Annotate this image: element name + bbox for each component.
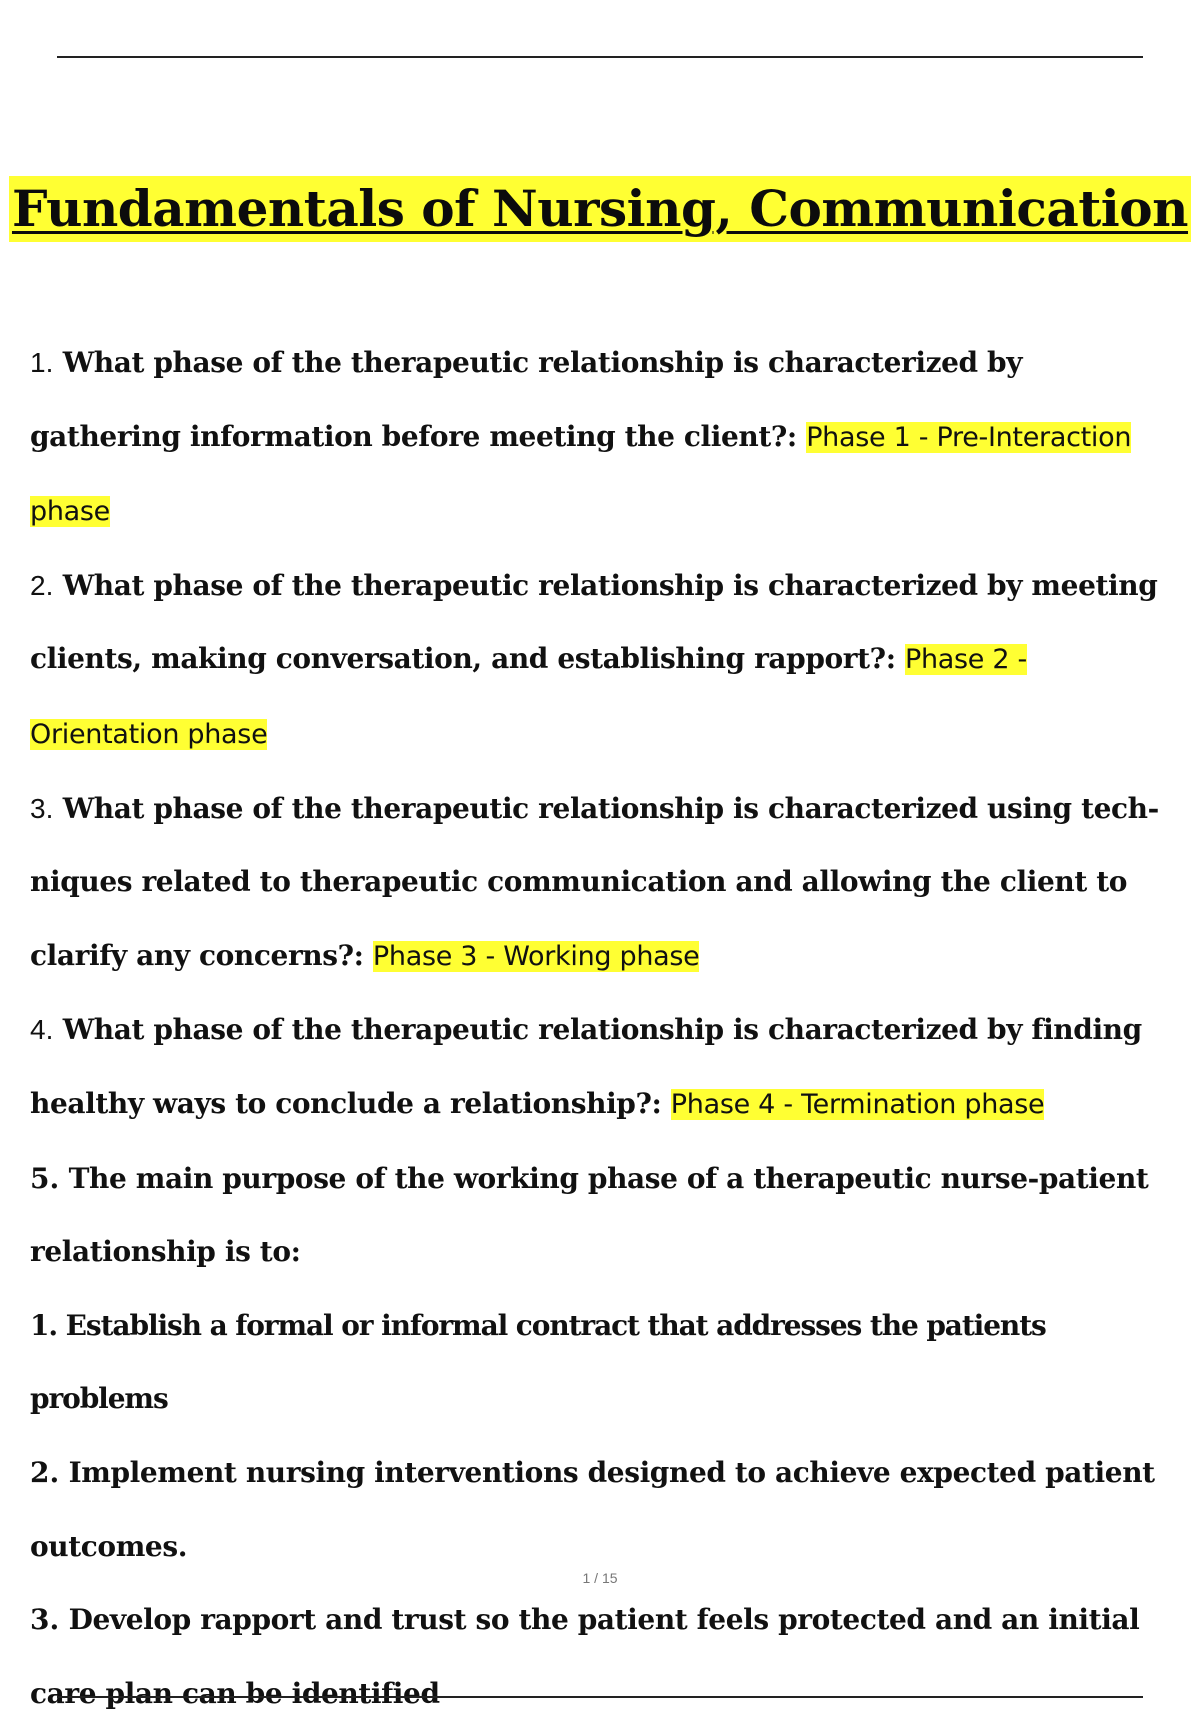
question-text: What phase of the therapeutic relationship is characterized using tech- niques related to therapeutic communication and allowing the client to clarify any concerns?: <box>30 791 1159 972</box>
question-text: What phase of the therapeutic relationship is characterized by finding healthy ways to conclude a relationship?: <box>30 1013 1142 1120</box>
answer-highlight: Phase 4 - Termination phase <box>670 1088 1045 1120</box>
answer-highlight: Phase 3 - Working phase <box>372 940 700 972</box>
question-text: The main purpose of the working phase of a therapeutic nurse-patient relationship is to: <box>30 1161 1149 1269</box>
option-number: 3. <box>30 1603 60 1637</box>
option-text: Implement nursing interventions designed to achieve expected patient outcomes. <box>30 1455 1155 1563</box>
question-item <box>30 993 1170 1141</box>
question-text: What phase of the therapeutic relationship is characterized by gathering information before meeting the client?: <box>30 346 1023 453</box>
option-number: 2. <box>30 1455 60 1489</box>
header-rule <box>57 56 1143 58</box>
answer-highlight: Phase 1 - Pre-Interaction phase <box>30 421 1132 528</box>
option-item <box>30 1436 1170 1583</box>
question-item <box>30 772 1170 994</box>
document-title: Fundamentals of Nursing, Communication <box>9 176 1191 242</box>
answer-highlight: Phase 2 - Orientation phase <box>30 644 1027 750</box>
option-item <box>30 1583 1170 1730</box>
option-text: Develop rapport and trust so the patient feels protected and an initial care plan can be identified <box>30 1603 1140 1710</box>
title-container <box>0 176 1200 242</box>
question-item <box>30 326 1170 549</box>
item-number: 2. <box>30 569 54 601</box>
item-number: 1. <box>30 347 54 378</box>
item-number: 5. <box>30 1161 60 1195</box>
document-body <box>30 326 1170 1730</box>
question-item <box>30 1142 1170 1289</box>
option-number: 1. <box>30 1308 58 1342</box>
question-item <box>30 549 1170 772</box>
page-indicator: 1 / 15 <box>582 1570 618 1586</box>
item-number: 3. <box>30 792 54 824</box>
item-number: 4. <box>30 1014 54 1046</box>
footer-rule <box>57 1696 1143 1698</box>
option-text: Establish a formal or informal contract that addresses the patients problems <box>30 1308 1046 1416</box>
question-text: What phase of the therapeutic relationship is characterized by meeting clients, making conversation, and establishing rapport?: <box>30 568 1158 676</box>
option-item <box>30 1289 1170 1436</box>
